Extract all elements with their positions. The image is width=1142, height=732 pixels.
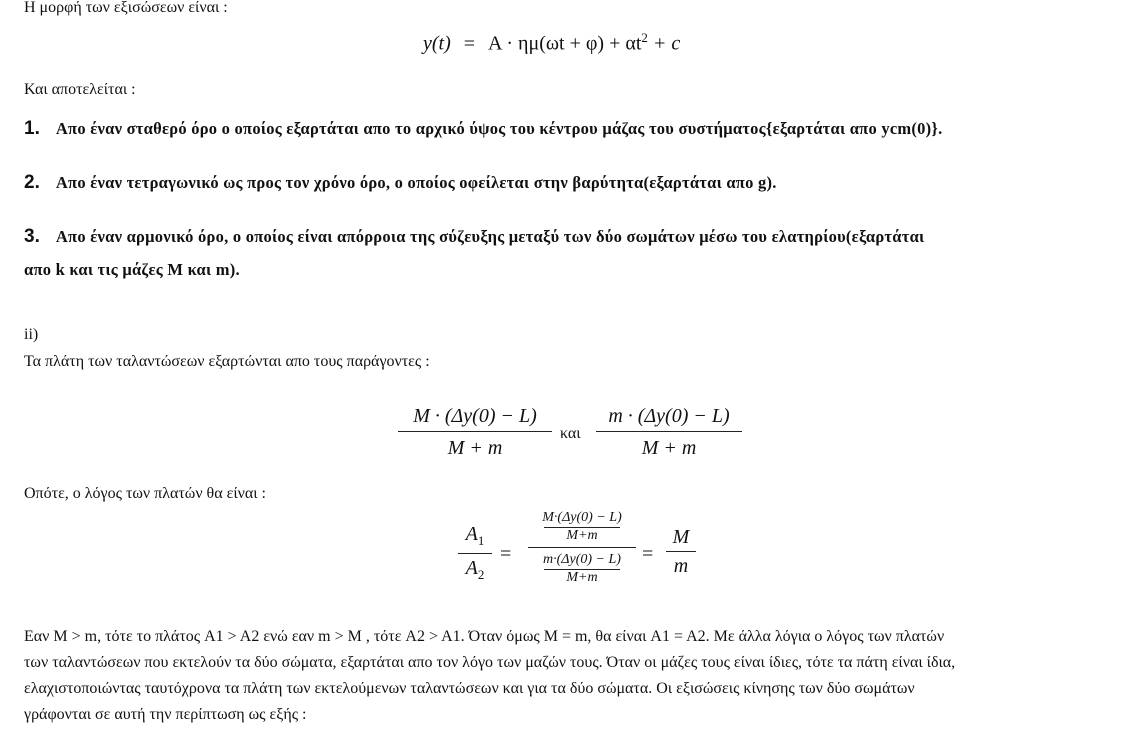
section-label: ii)	[24, 326, 39, 343]
item-text: Απο έναν τετραγωνικό ως προς τον χρόνο όρο, ο οποίος οφείλεται στην βαρύτητα(εξαρτάται απο g).	[55, 173, 777, 192]
intro-text: Η μορφή των εξισώσεων είναι :	[24, 0, 228, 16]
item-text-continued: απο k και τις μάζες M και m).	[24, 260, 240, 279]
eq1-lhs: y(t)	[423, 32, 451, 55]
composed-text: Και αποτελείται :	[24, 81, 136, 98]
eq1-equals: =	[463, 32, 476, 55]
and-word: και	[560, 425, 581, 442]
compound-fraction	[528, 510, 636, 586]
fraction-bar	[458, 553, 492, 554]
fraction-numerator	[458, 522, 492, 553]
eq1-exponent: 2	[641, 30, 648, 45]
fraction-denominator: M + m	[641, 437, 697, 459]
fraction-numerator: M · (Δy(0) − L)	[413, 405, 537, 427]
fraction-amplitude-1	[398, 404, 552, 460]
fraction-bar	[596, 431, 742, 432]
amplitudes-text: Τα πλάτη των ταλαντώσεων εξαρτώνται απο τους παράγοντες :	[24, 353, 430, 370]
fraction-bar	[398, 431, 552, 432]
inner-numerator-2: m·(Δy(0) − L)	[543, 552, 621, 567]
conclusion-line: ελαχιστοποιώντας ταυτόχρονα τα πλάτη των εκτελούμενων ταλαντώσεων και για τα δύο σώματα. Οι εξισώσεις κίνησης των δύο σωμάτων	[24, 680, 915, 697]
inner-denominator-2: M+m	[566, 570, 598, 585]
fraction-numerator: M	[672, 526, 690, 548]
fraction-numerator: m · (Δy(0) − L)	[608, 405, 730, 427]
eq1-tail: + c	[652, 32, 681, 55]
a2-subscript: 2	[477, 567, 485, 582]
conclusion-line: των ταλαντώσεων που εκτελούν τα δύο σώματα, εξαρτάται απο τον λόγο των μαζών τους. Όταν οι μάζες τους είναι ίδιες, τότε τα πάτη είναι ίδια,	[24, 654, 956, 671]
fraction-denominator: m	[673, 555, 689, 577]
fraction-denominator	[458, 556, 492, 587]
inner-numerator-1: M·(Δy(0) − L)	[542, 510, 622, 525]
item-number: 3.	[24, 226, 40, 247]
a2-symbol: A	[465, 557, 478, 579]
main-bar	[528, 547, 636, 548]
item-text: Απο έναν σταθερό όρο ο οποίος εξαρτάται απο το αρχικό ύψος του κέντρου μάζας του συστήματος{εξαρτάται απο ycm(0)}.	[55, 119, 943, 138]
inner-denominator-1: M+m	[566, 528, 598, 543]
list-item	[24, 172, 777, 194]
eq3-equals-2: =	[642, 543, 654, 565]
ratio-intro-text: Οπότε, ο λόγος των πλατών θα είναι :	[24, 485, 266, 502]
fraction-amplitude-2	[596, 404, 742, 460]
eq1-rhs: Α · ημ(ωt + φ) + αt	[488, 32, 642, 55]
conclusion-line: Εαν M > m, τότε το πλάτος A1 > A2 ενώ εαν m > M , τότε A2 > A1. Όταν όμως M = m, θα είναι A1 = A2. Με άλλα λόγια ο λόγος των πλατών	[24, 628, 945, 645]
a1-symbol: A	[465, 523, 478, 545]
item-number: 2.	[24, 172, 40, 193]
item-number: 1.	[24, 118, 40, 139]
conclusion-paragraph	[24, 624, 1124, 728]
a1-subscript: 1	[477, 533, 485, 548]
item-text: Απο έναν αρμονικό όρο, ο οποίος είναι απόρροια της σύζευξης μεταξύ των δύο σωμάτων μέσω του ελατηρίου(εξαρτάται	[55, 227, 925, 246]
list-item	[24, 118, 943, 140]
conclusion-line: γράφονται σε αυτή την περίπτωση ως εξής :	[24, 706, 307, 723]
eq3-equals: =	[500, 543, 512, 565]
fraction-denominator: M + m	[447, 437, 503, 459]
list-item	[24, 226, 924, 248]
equation-motion	[423, 26, 680, 56]
fraction-mass-ratio	[666, 525, 696, 578]
fraction-bar	[666, 551, 696, 552]
fraction-a1-a2	[458, 522, 492, 587]
